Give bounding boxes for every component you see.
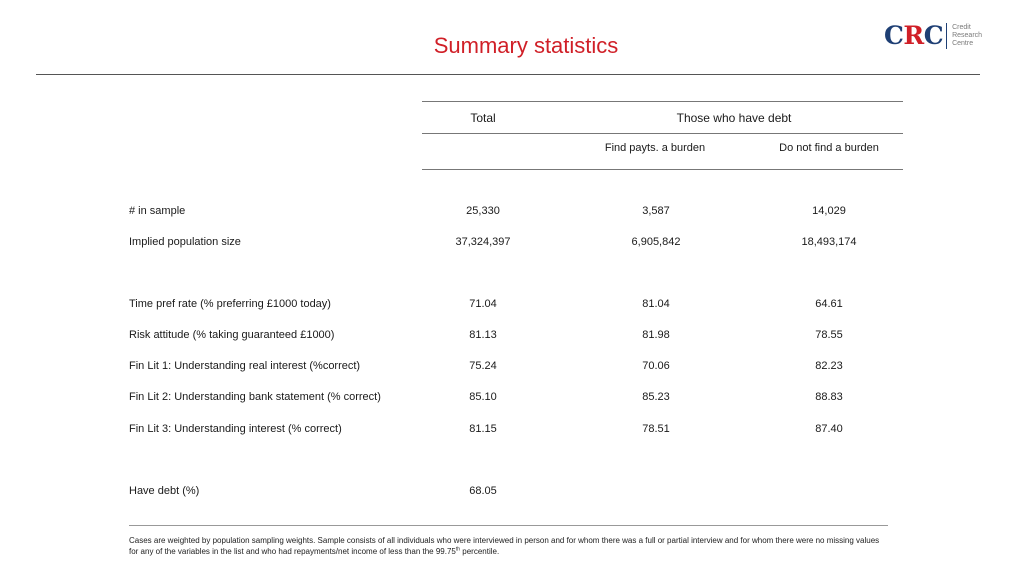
cell-no-burden: 64.61: [815, 298, 843, 310]
row-label: Risk attitude (% taking guaranteed £1000): [129, 329, 335, 341]
subheader-no-burden: Do not find a burden: [779, 142, 879, 154]
crc-logo: [884, 22, 982, 50]
cell-total: 37,324,397: [455, 236, 511, 248]
cell-total: 85.10: [469, 391, 497, 403]
cell-burden: 81.04: [642, 298, 670, 310]
logo-subtitle: Credit Research Centre: [952, 24, 983, 47]
cell-no-burden: 78.55: [815, 329, 843, 341]
footnote: Cases are weighted by population sampling weights. Sample consists of all individuals who were interviewed in person and for whom there was a full or partial interview and for whom there were no missing values for any of the variables in the list and who had repayments/net income of less than the 99.75th percentile.: [129, 536, 880, 556]
row-label: Time pref rate (% preferring £1000 today): [129, 298, 331, 310]
cell-no-burden: 18,493,174: [801, 236, 857, 248]
subheader-burden: Find payts. a burden: [604, 142, 706, 154]
logo-separator: [946, 23, 947, 49]
header-have-debt: Those who have debt: [676, 111, 792, 125]
title-divider: [36, 74, 980, 75]
cell-burden: 78.51: [642, 423, 670, 435]
cell-total: 81.13: [469, 329, 497, 341]
table-top-rule: [422, 101, 903, 102]
cell-no-burden: 14,029: [812, 205, 846, 217]
cell-no-burden: 87.40: [815, 423, 843, 435]
row-label: Implied population size: [129, 236, 241, 248]
cell-total: 68.05: [469, 485, 497, 497]
cell-burden: 85.23: [642, 391, 670, 403]
table-header-rule: [422, 133, 903, 134]
row-label: Have debt (%): [129, 485, 200, 497]
cell-no-burden: 82.23: [815, 360, 843, 372]
cell-total: 71.04: [469, 298, 497, 310]
table-subheader-rule: [422, 169, 903, 170]
header-total: Total: [470, 111, 496, 125]
cell-no-burden: 88.83: [815, 391, 843, 403]
cell-burden: 6,905,842: [631, 236, 681, 248]
cell-total: 75.24: [469, 360, 497, 372]
row-label: Fin Lit 2: Understanding bank statement (% correct): [129, 391, 381, 403]
cell-total: 25,330: [466, 205, 500, 217]
cell-total: 81.15: [469, 423, 497, 435]
logo-wordmark: CRC: [884, 21, 944, 50]
row-label: # in sample: [129, 205, 186, 217]
row-label: Fin Lit 1: Understanding real interest (%correct): [129, 360, 361, 372]
row-label: Fin Lit 3: Understanding interest (% correct): [129, 423, 342, 435]
page-title: Summary statistics: [433, 33, 619, 58]
footnote-rule: [129, 525, 888, 526]
cell-burden: 3,587: [642, 205, 670, 217]
cell-burden: 81.98: [642, 329, 670, 341]
cell-burden: 70.06: [642, 360, 670, 372]
